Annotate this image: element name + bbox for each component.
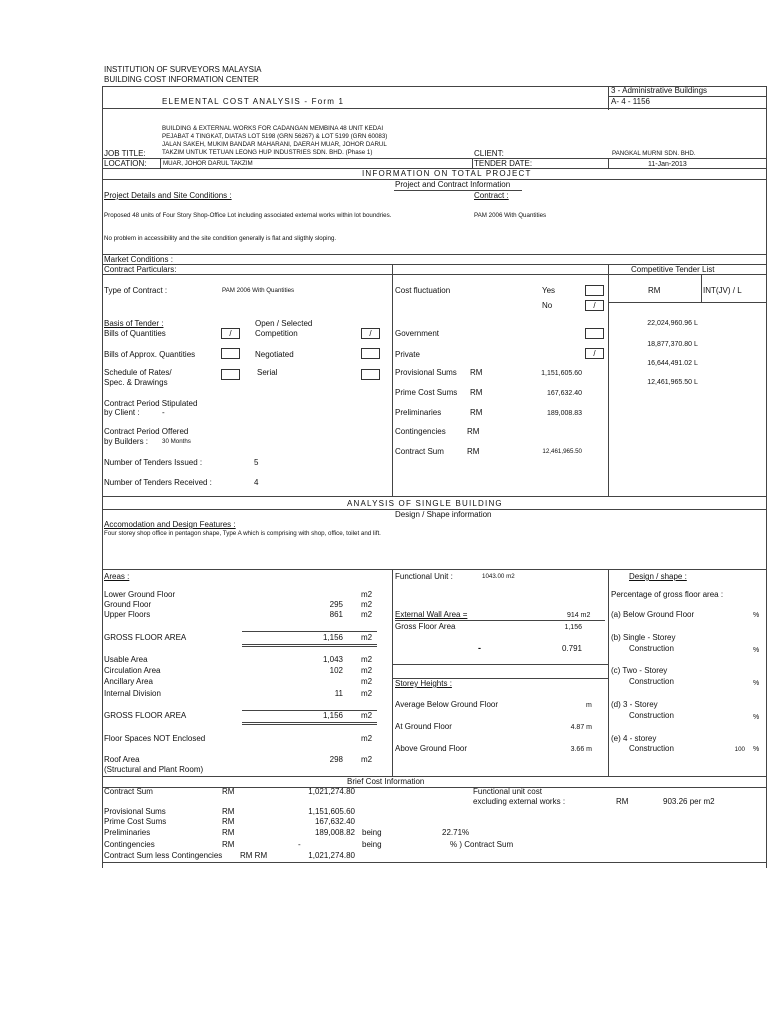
gfa2-label: GROSS FLOOR AREA: [104, 711, 187, 720]
tender-amount-3: 16,644,491.02: [647, 360, 692, 367]
contract-particulars-label: Contract Particulars:: [104, 265, 177, 274]
tender-int-header: INT(JV) / L: [703, 286, 742, 295]
at-ground-value: 4.87 m: [570, 724, 592, 731]
provisional-sums-currency: RM: [470, 368, 483, 377]
gf-label: Ground Floor: [104, 600, 152, 609]
fluctuation-no-label: No: [542, 301, 553, 310]
org-name: INSTITUTION OF SURVEYORS MALAYSIA: [104, 65, 262, 74]
design-shape-label: Design / shape :: [629, 572, 687, 581]
brief-contingencies-label: Contingencies: [104, 840, 155, 849]
brief-prov-label: Provisional Sums: [104, 807, 166, 816]
lgf-unit: m2: [361, 590, 373, 599]
ancillary-label: Ancillary Area: [104, 677, 153, 686]
not-enclosed-label: Floor Spaces NOT Enclosed: [104, 734, 206, 743]
project-details-1: Proposed 48 units of Four Story Shop-Office Lot including associated external works within lot boundries.: [104, 212, 392, 219]
brief-prelim-value: 189,008.82: [314, 828, 355, 837]
single-building-heading: ANALYSIS OF SINGLE BUILDING: [347, 499, 503, 508]
shape-a-pct: %: [753, 612, 760, 619]
tender-flag-4: L: [694, 379, 698, 386]
center-name: BUILDING COST INFORMATION CENTER: [104, 75, 259, 84]
above-ground-value: 3.66 m: [570, 746, 592, 753]
contract-sum-currency: RM: [467, 447, 480, 456]
external-wall-label: External Wall Area =: [395, 610, 468, 619]
government-label: Government: [395, 329, 440, 338]
functional-unit-label: Functional Unit :: [395, 572, 453, 581]
gf-unit: m2: [361, 600, 373, 609]
brief-pc-value: 167,632.40: [314, 817, 355, 826]
gfa2-unit: m2: [361, 711, 373, 720]
location-value: MUAR, JOHOR DARUL TAKZIM: [163, 160, 253, 167]
period-builder-value: 30 Months: [162, 438, 191, 445]
job-title-line-1: BUILDING & EXTERNAL WORKS FOR CADANGAN MEMBINA 48 UNIT KEDAI: [162, 125, 384, 132]
prime-cost-currency: RM: [470, 388, 483, 397]
bills-of-quantities-label: Bills of Quantities: [104, 329, 166, 338]
shape-e-pct: %: [753, 746, 760, 753]
job-title-line-4: TAKZIM UNTUK TETUAN LEONG HUP INDUSTRIES SDN. BHD. (Phase 1): [162, 149, 373, 156]
accommodation-label: Accomodation and Design Features :: [104, 520, 236, 529]
preliminaries-currency: RM: [470, 408, 483, 417]
brief-prelim-currency: RM: [222, 828, 235, 837]
roof-area-note: (Structural and Plant Room): [104, 765, 204, 774]
tenders-received-label: Number of Tenders Received :: [104, 478, 212, 487]
period-client-label-2: by Client :: [104, 408, 140, 417]
spec-drawings-label: Spec. & Drawings: [104, 378, 168, 387]
location-label: LOCATION:: [104, 159, 147, 168]
brief-prov-currency: RM: [222, 807, 235, 816]
below-ground-label: Average Below Ground Floor: [395, 700, 499, 709]
shape-c-label: (c) Two - Storey: [611, 666, 668, 675]
shape-b-label: (b) Single - Storey: [611, 633, 676, 642]
tenders-issued-label: Number of Tenders Issued :: [104, 458, 203, 467]
preliminaries-label: Preliminaries: [395, 408, 442, 417]
schedule-of-rates-checkbox[interactable]: [221, 369, 240, 380]
brief-pc-currency: RM: [222, 817, 235, 826]
functional-unit-value: 1043.00 m2: [482, 573, 515, 580]
tender-amount-1: 22,024,960.96: [647, 320, 692, 327]
shape-e-label: (e) 4 - storey: [611, 734, 657, 743]
gfa-unit: m2: [361, 633, 373, 642]
category: 3 - Administrative Buildings: [611, 86, 708, 95]
gross-floor-area-value: 1,156: [564, 624, 582, 631]
project-details-2: No problem in accessibility and the site condition generally is flat and sligthly sloping.: [104, 235, 337, 242]
brief-prelim-percent: 22.71%: [442, 828, 470, 837]
fluctuation-no-checkbox[interactable]: /: [585, 300, 604, 311]
competition-checkbox[interactable]: /: [361, 328, 380, 339]
shape-e-value: 100: [734, 746, 745, 753]
job-title-label: JOB TITLE:: [104, 149, 146, 158]
tender-flag-2: L: [694, 341, 698, 348]
prime-cost-value: 167,632.40: [546, 390, 582, 397]
brief-less-contingencies-currency: RM RM: [240, 851, 268, 860]
tender-rm-header: RM: [648, 286, 661, 295]
internal-division-label: Internal Division: [104, 689, 161, 698]
uf-unit: m2: [361, 610, 373, 619]
preliminaries-value: 189,008.83: [546, 410, 582, 417]
fluctuation-yes-checkbox[interactable]: [585, 285, 604, 296]
prime-cost-label: Prime Cost Sums: [395, 388, 458, 397]
tenders-received-value: 4: [254, 478, 259, 487]
internal-division-unit: m2: [361, 689, 373, 698]
circulation-label: Circulation Area: [104, 666, 161, 675]
contract-label: Contract :: [474, 191, 509, 200]
tender-flag-3: L: [694, 360, 698, 367]
not-enclosed-unit: m2: [361, 734, 373, 743]
period-builder-label-1: Contract Period Offered: [104, 427, 189, 436]
bills-of-quantities-checkbox[interactable]: /: [221, 328, 240, 339]
total-project-heading: INFORMATION ON TOTAL PROJECT: [362, 169, 532, 178]
usable-value: 1,043: [322, 655, 343, 664]
cost-fluctuation-label: Cost fluctuation: [395, 286, 451, 295]
wall-floor-ratio: 0.791: [561, 644, 582, 653]
period-builder-label-2: by Builders :: [104, 437, 149, 446]
usable-unit: m2: [361, 655, 373, 664]
below-ground-unit: m: [586, 702, 592, 709]
government-checkbox[interactable]: [585, 328, 604, 339]
usable-label: Usable Area: [104, 655, 148, 664]
brief-cost-heading: Brief Cost Information: [347, 777, 425, 786]
functional-unit-cost-currency: RM: [616, 797, 629, 806]
roof-area-value: 298: [329, 755, 343, 764]
period-client-value: -: [162, 408, 165, 417]
brief-less-contingencies-label: Contract Sum less Contingencies: [104, 851, 223, 860]
brief-contingencies-value: -: [298, 840, 301, 849]
gf-value: 295: [329, 600, 343, 609]
roof-area-label: Roof Area: [104, 755, 140, 764]
form-title: ELEMENTAL COST ANALYSIS - Form 1: [162, 97, 345, 106]
job-title-line-3: JALAN SAKEH, MUKIM BANDAR MAHARANI, DAERAH MUAR, JOHOR DARUL: [162, 141, 387, 148]
shape-b-pct: %: [753, 647, 760, 654]
tender-flag-1: L: [694, 320, 698, 327]
brief-contingencies-currency: RM: [222, 840, 235, 849]
contract-sum-label: Contract Sum: [395, 447, 444, 456]
storey-heights-label: Storey Heights :: [395, 679, 452, 688]
tenders-issued-value: 5: [254, 458, 259, 467]
functional-unit-cost-value: 903.26 per m2: [663, 797, 715, 806]
brief-pc-label: Prime Cost Sums: [104, 817, 167, 826]
job-title-line-2: PEJABAT 4 TINGKAT, DIATAS LOT 5198 (GRN 56267) & LOT 5199 (GRN 60083): [162, 133, 388, 140]
schedule-of-rates-label: Schedule of Rates/: [104, 368, 172, 377]
shape-d-label: (d) 3 - Storey: [611, 700, 658, 709]
market-conditions-label: Market Conditions :: [104, 255, 173, 264]
client-name: PANGKAL MURNI SDN. BHD.: [612, 150, 696, 157]
client-label: CLIENT:: [474, 149, 504, 158]
negotiated-label: Negotiated: [255, 350, 294, 359]
shape-c-construction: Construction: [629, 677, 674, 686]
brief-less-contingencies-value: 1,021,274.80: [308, 851, 355, 860]
percentage-gfa-label: Percentage of gross floor area :: [611, 590, 724, 599]
provisional-sums-label: Provisional Sums: [395, 368, 457, 377]
ratio-dash: -: [478, 643, 481, 653]
uf-label: Upper Floors: [104, 610, 151, 619]
competition-label: Competition: [255, 329, 298, 338]
type-of-contract-value: PAM 2006 With Quantities: [222, 287, 295, 294]
contingencies-label: Contingencies: [395, 427, 446, 436]
approx-quantities-checkbox[interactable]: [221, 348, 240, 359]
circulation-unit: m2: [361, 666, 373, 675]
gfa-label: GROSS FLOOR AREA: [104, 633, 187, 642]
provisional-sums-value: 1,151,605.60: [541, 370, 582, 377]
private-label: Private: [395, 350, 420, 359]
approx-quantities-label: Bills of Approx. Quantities: [104, 350, 196, 359]
reference-number: A- 4 - 1156: [611, 97, 650, 106]
external-wall-value: 914 m2: [567, 612, 591, 619]
basis-of-tender-label: Basis of Tender :: [104, 319, 164, 328]
shape-a-label: (a) Below Ground Floor: [611, 610, 695, 619]
functional-unit-cost-label-2: excluding external works :: [473, 797, 566, 806]
project-contract-subheading: Project and Contract Information: [395, 180, 511, 189]
serial-checkbox[interactable]: [361, 369, 380, 380]
brief-contract-sum-label: Contract Sum: [104, 787, 153, 796]
brief-prelim-label: Preliminaries: [104, 828, 151, 837]
lgf-label: Lower Ground Floor: [104, 590, 176, 599]
brief-contingencies-being: being: [362, 840, 382, 849]
tender-date-value: 11-Jan-2013: [648, 161, 687, 168]
period-client-label-1: Contract Period Stipulated: [104, 399, 198, 408]
contract-sum-value: 12,461,965.50: [542, 448, 582, 455]
areas-label: Areas :: [104, 572, 130, 581]
brief-prov-value: 1,151,605.60: [308, 807, 355, 816]
tender-amount-4: 12,461,965.50: [647, 379, 692, 386]
shape-d-construction: Construction: [629, 711, 674, 720]
accommodation-text: Four storey shop office in pentagon shape, Type A which is comprising with shop, office, toilet and lift.: [104, 530, 381, 537]
shape-c-pct: %: [753, 680, 760, 687]
tender-date-label: TENDER DATE:: [474, 159, 533, 168]
tender-amount-2: 18,877,370.80: [647, 341, 692, 348]
shape-b-construction: Construction: [629, 644, 674, 653]
type-of-contract-label: Type of Contract :: [104, 286, 168, 295]
shape-e-construction: Construction: [629, 744, 674, 753]
brief-contract-sum-value: 1,021,274.80: [308, 787, 355, 796]
brief-contract-sum-currency: RM: [222, 787, 235, 796]
ancillary-unit: m2: [361, 677, 373, 686]
gross-floor-area-label: Gross Floor Area: [395, 622, 456, 631]
contingencies-currency: RM: [467, 427, 480, 436]
roof-area-unit: m2: [361, 755, 373, 764]
gfa2-value: 1,156: [322, 711, 343, 720]
contract-form: PAM 2006 With Quantities: [474, 212, 547, 219]
project-details-label: Project Details and Site Conditions :: [104, 191, 232, 200]
shape-d-pct: %: [753, 714, 760, 721]
private-checkbox[interactable]: /: [585, 348, 604, 359]
above-ground-label: Above Ground Floor: [395, 744, 468, 753]
tender-list-label: Competitive Tender List: [631, 265, 715, 274]
functional-unit-cost-label-1: Functional unit cost: [473, 787, 542, 796]
brief-contingencies-percent: % ) Contract Sum: [450, 840, 514, 849]
uf-value: 861: [329, 610, 343, 619]
design-shape-subheading: Design / Shape information: [395, 510, 492, 519]
at-ground-label: At Ground Floor: [395, 722, 452, 731]
circulation-value: 102: [329, 666, 343, 675]
serial-label: Serial: [257, 368, 278, 377]
gfa-value: 1,156: [322, 633, 343, 642]
brief-prelim-being: being: [362, 828, 382, 837]
open-selected-label: Open / Selected: [255, 319, 313, 328]
fluctuation-yes-label: Yes: [542, 286, 556, 295]
negotiated-checkbox[interactable]: [361, 348, 380, 359]
internal-division-value: 11: [334, 689, 343, 698]
